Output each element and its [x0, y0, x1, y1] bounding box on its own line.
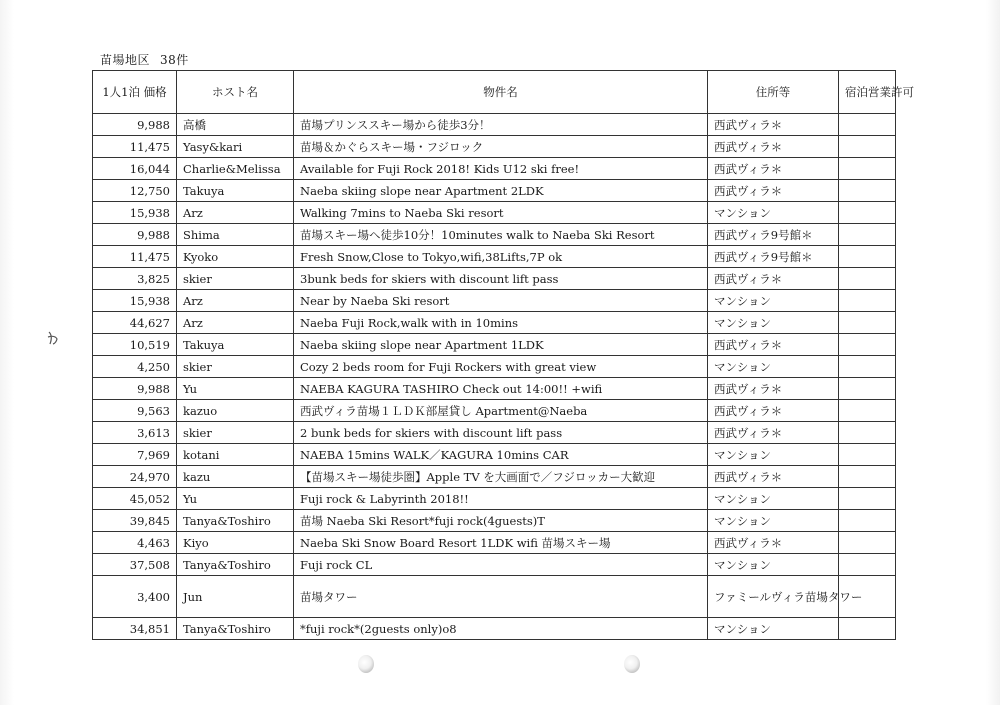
handwritten-mark [46, 330, 60, 346]
cell-price: 9,563 [93, 400, 177, 422]
cell-title: 苗場プリンススキー場から徒歩3分！ [294, 114, 708, 136]
cell-title: Cozy 2 beds room for Fuji Rockers with great view [294, 356, 708, 378]
cell-title: NAEBA 15mins WALK／KAGURA 10mins CAR [294, 444, 708, 466]
table-row [93, 136, 896, 158]
cell-host: Arz [177, 290, 294, 312]
table-row [93, 290, 896, 312]
cell-license [839, 246, 896, 268]
table-row [93, 312, 896, 334]
cell-host: Takuya [177, 334, 294, 356]
table-row [93, 224, 896, 246]
cell-address: マンション [708, 356, 839, 378]
table-row [93, 246, 896, 268]
cell-price: 24,970 [93, 466, 177, 488]
cell-address: ファミールヴィラ苗場タワー [708, 576, 839, 618]
table-row [93, 554, 896, 576]
cell-license [839, 466, 896, 488]
cell-price: 15,938 [93, 202, 177, 224]
cell-license [839, 136, 896, 158]
cell-address: マンション [708, 554, 839, 576]
cell-address: 西武ヴィラ＊ [708, 532, 839, 554]
cell-license [839, 224, 896, 246]
cell-address: マンション [708, 312, 839, 334]
cell-host: Charlie&Melissa [177, 158, 294, 180]
cell-license [839, 400, 896, 422]
table-row [93, 400, 896, 422]
header-title: 物件名 [294, 71, 708, 114]
table-row [93, 510, 896, 532]
cell-title: *fuji rock*(2guests only)o8 [294, 618, 708, 640]
cell-host: Kiyo [177, 532, 294, 554]
cell-price: 3,613 [93, 422, 177, 444]
cell-license [839, 114, 896, 136]
cell-title: Fresh Snow,Close to Tokyo,wifi,38Lifts,7P ok [294, 246, 708, 268]
binder-hole-left [358, 655, 374, 673]
table-row [93, 180, 896, 202]
cell-address: 西武ヴィラ＊ [708, 114, 839, 136]
cell-price: 9,988 [93, 224, 177, 246]
header-license: 宿泊営業許可 [839, 71, 896, 114]
cell-license [839, 618, 896, 640]
listing-table [92, 70, 914, 640]
table-header-row [93, 71, 896, 114]
cell-title: Fuji rock & Labyrinth 2018!! [294, 488, 708, 510]
cell-address: マンション [708, 444, 839, 466]
cell-price: 16,044 [93, 158, 177, 180]
cell-host: Yasy&kari [177, 136, 294, 158]
cell-title: Naeba Ski Snow Board Resort 1LDK wifi 苗場スキー場 [294, 532, 708, 554]
cell-title: 苗場 Naeba Ski Resort*fuji rock(4guests)T [294, 510, 708, 532]
cell-host: Yu [177, 378, 294, 400]
table-row [93, 158, 896, 180]
cell-license [839, 532, 896, 554]
cell-host: skier [177, 422, 294, 444]
binder-hole-right [624, 655, 640, 673]
cell-title: Near by Naeba Ski resort [294, 290, 708, 312]
cell-title: NAEBA KAGURA TASHIRO Check out 14:00!! +wifi [294, 378, 708, 400]
table-row [93, 532, 896, 554]
cell-title: 3bunk beds for skiers with discount lift pass [294, 268, 708, 290]
cell-address: 西武ヴィラ＊ [708, 268, 839, 290]
table-row [93, 444, 896, 466]
cell-address: マンション [708, 488, 839, 510]
listing-count: 38件 [160, 53, 189, 67]
cell-address: 西武ヴィラ＊ [708, 334, 839, 356]
cell-price: 15,938 [93, 290, 177, 312]
cell-host: kotani [177, 444, 294, 466]
table-row [93, 488, 896, 510]
cell-price: 45,052 [93, 488, 177, 510]
cell-host: 高橋 [177, 114, 294, 136]
cell-license [839, 158, 896, 180]
cell-address: 西武ヴィラ＊ [708, 158, 839, 180]
cell-license [839, 554, 896, 576]
cell-address: 西武ヴィラ＊ [708, 180, 839, 202]
cell-title: Naeba skiing slope near Apartment 2LDK [294, 180, 708, 202]
cell-host: Arz [177, 312, 294, 334]
cell-host: Jun [177, 576, 294, 618]
cell-price: 11,475 [93, 136, 177, 158]
cell-host: skier [177, 356, 294, 378]
cell-title: 苗場タワー [294, 576, 708, 618]
table-row [93, 334, 896, 356]
cell-price: 4,250 [93, 356, 177, 378]
cell-license [839, 334, 896, 356]
cell-title: 苗場スキー場へ徒歩10分！10minutes walk to Naeba Ski Resort [294, 224, 708, 246]
cell-price: 9,988 [93, 378, 177, 400]
cell-title: 【苗場スキー場徒歩圏】Apple TV を大画面で／フジロッカー大歓迎 [294, 466, 708, 488]
cell-title: Walking 7mins to Naeba Ski resort [294, 202, 708, 224]
cell-license [839, 356, 896, 378]
cell-price: 3,825 [93, 268, 177, 290]
cell-price: 44,627 [93, 312, 177, 334]
cell-address: マンション [708, 202, 839, 224]
cell-price: 10,519 [93, 334, 177, 356]
cell-host: Shima [177, 224, 294, 246]
cell-host: Tanya&Toshiro [177, 510, 294, 532]
cell-price: 34,851 [93, 618, 177, 640]
cell-address: マンション [708, 510, 839, 532]
cell-host: Arz [177, 202, 294, 224]
cell-host: kazu [177, 466, 294, 488]
table-row [93, 618, 896, 640]
cell-license [839, 312, 896, 334]
cell-address: 西武ヴィラ9号館＊ [708, 246, 839, 268]
cell-host: Tanya&Toshiro [177, 618, 294, 640]
table-row [93, 114, 896, 136]
table-row [93, 466, 896, 488]
cell-title: 西武ヴィラ苗場１ＬＤＫ部屋貸し Apartment@Naeba [294, 400, 708, 422]
cell-license [839, 488, 896, 510]
cell-address: 西武ヴィラ＊ [708, 136, 839, 158]
cell-address: 西武ヴィラ＊ [708, 378, 839, 400]
cell-host: Takuya [177, 180, 294, 202]
cell-address: 西武ヴィラ9号館＊ [708, 224, 839, 246]
cell-license [839, 268, 896, 290]
cell-address: 西武ヴィラ＊ [708, 466, 839, 488]
cell-host: Yu [177, 488, 294, 510]
cell-title: Available for Fuji Rock 2018! Kids U12 ski free! [294, 158, 708, 180]
cell-license [839, 510, 896, 532]
table-row [93, 202, 896, 224]
cell-price: 11,475 [93, 246, 177, 268]
cell-license [839, 444, 896, 466]
cell-price: 3,400 [93, 576, 177, 618]
cell-address: マンション [708, 618, 839, 640]
cell-license [839, 290, 896, 312]
cell-price: 9,988 [93, 114, 177, 136]
cell-title: Naeba Fuji Rock,walk with in 10mins [294, 312, 708, 334]
cell-license [839, 180, 896, 202]
cell-price: 12,750 [93, 180, 177, 202]
cell-title: Naeba skiing slope near Apartment 1LDK [294, 334, 708, 356]
cell-title: 苗場＆かぐらスキー場・フジロック [294, 136, 708, 158]
table-row [93, 378, 896, 400]
cell-host: kazuo [177, 400, 294, 422]
page-heading [100, 51, 189, 68]
cell-license [839, 202, 896, 224]
table-row [93, 576, 896, 618]
cell-address: 西武ヴィラ＊ [708, 400, 839, 422]
table-row [93, 268, 896, 290]
cell-address: 西武ヴィラ＊ [708, 422, 839, 444]
cell-price: 7,969 [93, 444, 177, 466]
cell-host: skier [177, 268, 294, 290]
header-host: ホスト名 [177, 71, 294, 114]
header-address: 住所等 [708, 71, 839, 114]
cell-license [839, 378, 896, 400]
cell-license [839, 422, 896, 444]
header-price: 1人1泊 価格 [93, 71, 177, 114]
cell-title: Fuji rock CL [294, 554, 708, 576]
area-label: 苗場地区 [100, 53, 151, 67]
cell-host: Kyoko [177, 246, 294, 268]
cell-price: 37,508 [93, 554, 177, 576]
cell-title: 2 bunk beds for skiers with discount lift pass [294, 422, 708, 444]
cell-host: Tanya&Toshiro [177, 554, 294, 576]
table-row [93, 356, 896, 378]
cell-address: マンション [708, 290, 839, 312]
cell-price: 4,463 [93, 532, 177, 554]
cell-price: 39,845 [93, 510, 177, 532]
table-row [93, 422, 896, 444]
